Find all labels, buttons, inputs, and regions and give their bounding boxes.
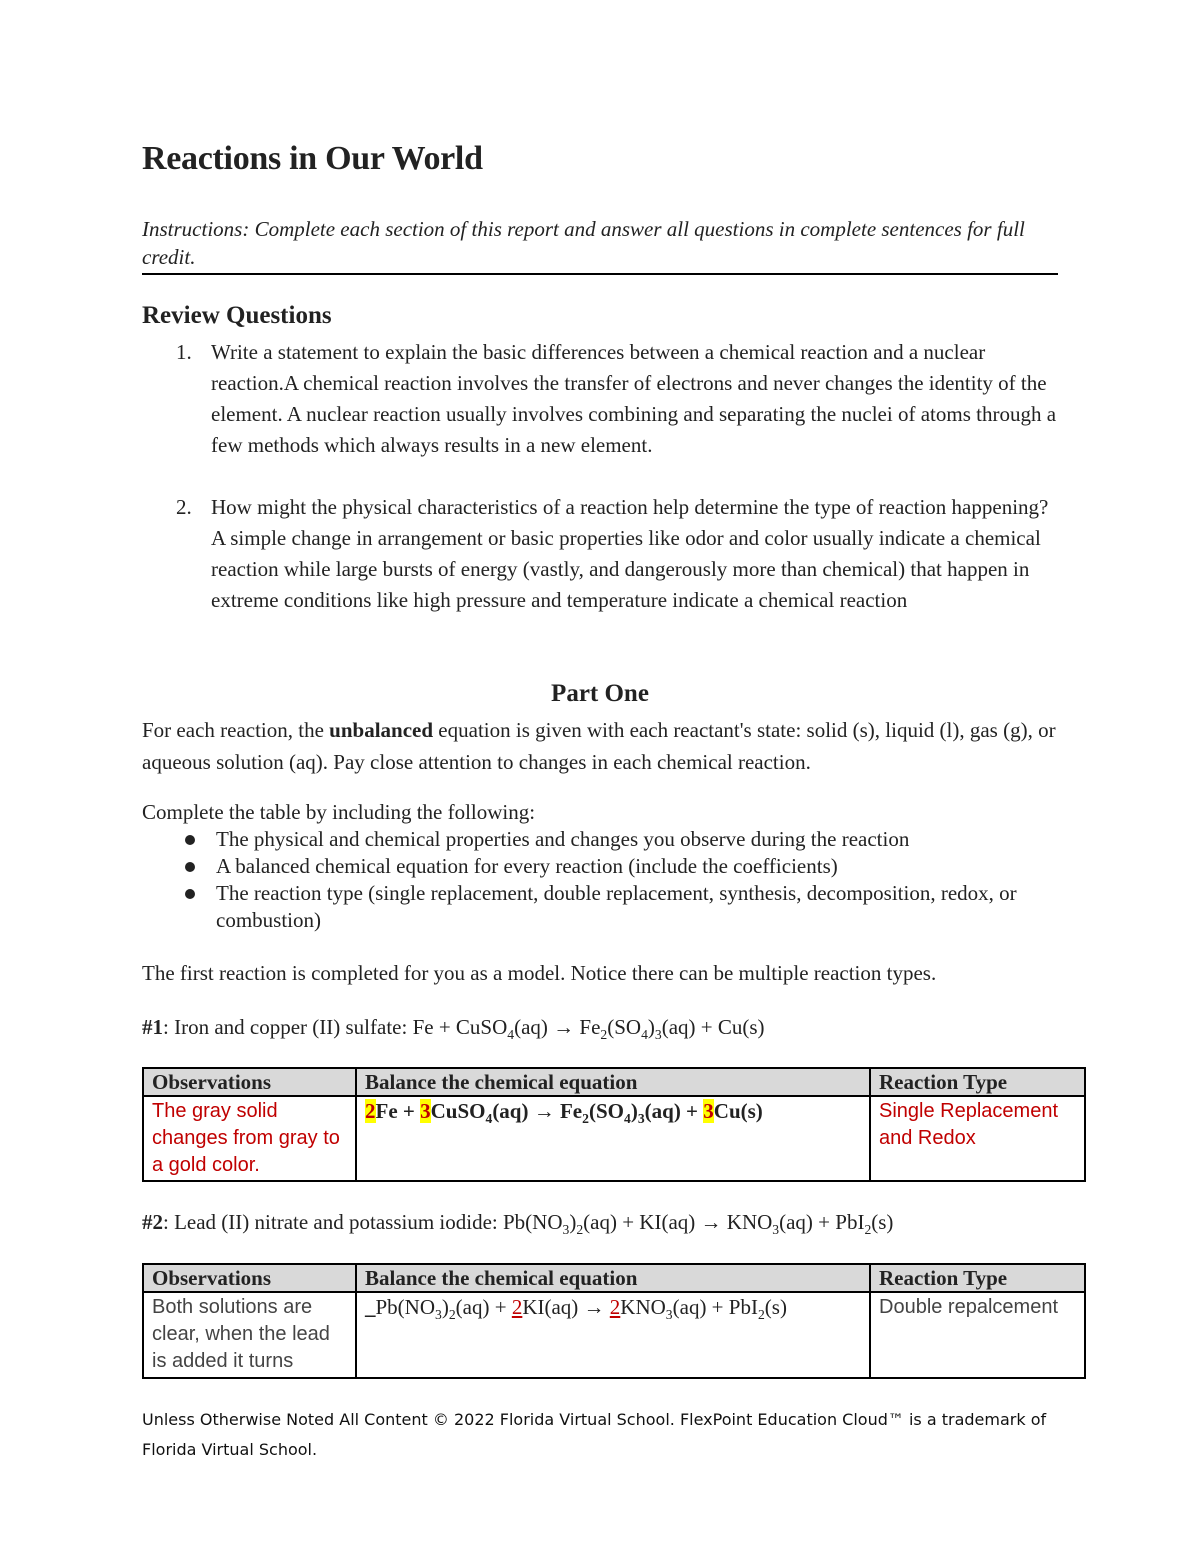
question-text: Write a statement to explain the basic differences between a chemical reaction and a nuclear reaction.A chemical reaction involves the transfer of electrons and never changes the identity of the element. A nuclear reaction usually involves combining and separating the nuclei of atoms through a few methods which always results in a new element. bbox=[211, 340, 1057, 457]
instructions: Instructions: Complete each section of this report and answer all questions in complete sentences for full credit. bbox=[142, 215, 1058, 275]
coefficient: 2 bbox=[609, 1295, 621, 1319]
balance-header: Balance the chemical equation bbox=[356, 1264, 870, 1292]
question-number: 1. bbox=[176, 340, 192, 364]
bullet-list bbox=[142, 826, 1058, 934]
observations-header: Observations bbox=[143, 1264, 356, 1292]
observations-cell[interactable]: Both solutions are clear, when the lead is added it turns bbox=[143, 1292, 356, 1378]
observations-cell[interactable]: The gray solid changes from gray to a gold color. bbox=[143, 1096, 356, 1181]
observations-header: Observations bbox=[143, 1068, 356, 1096]
bullet-item: A balanced chemical equation for every reaction (include the coefficients) bbox=[142, 853, 1058, 880]
bullet-icon bbox=[185, 862, 195, 872]
balanced-equation-cell[interactable]: 2Fe + 3CuSO$_4$(aq) → $Fe_2(SO_4)_3(aq) + 3Cu(s)$ bbox=[356, 1096, 870, 1181]
bullet-icon bbox=[185, 889, 195, 899]
reaction-label: #1 bbox=[142, 1015, 163, 1039]
reaction-type-cell[interactable]: Single Replacement and Redox bbox=[870, 1096, 1085, 1181]
reaction-1-line: #1: Iron and copper (II) sulfate: Fe + CuSO$_4$(aq) → $Fe_2(SO_4)_3(aq) + Cu(s)$ bbox=[142, 1015, 765, 1043]
coefficient: 3 bbox=[420, 1099, 431, 1123]
bullet-item: The reaction type (single replacement, double replacement, synthesis, decomposition, redox, or combustion) bbox=[142, 880, 1058, 934]
part-one-intro: For each reaction, the unbalanced equation is given with each reactant's state: solid (s), liquid (l), gas (g), or aqueous solution (aq). Pay close attention to changes in each chemical reaction. bbox=[142, 718, 1056, 774]
bullet-icon bbox=[185, 835, 195, 845]
reaction-1-table bbox=[142, 1067, 1086, 1182]
unbalanced-emphasis: unbalanced bbox=[329, 718, 434, 742]
reaction-type-header: Reaction Type bbox=[870, 1068, 1085, 1096]
reaction-label: #2 bbox=[142, 1210, 163, 1234]
balanced-equation-cell[interactable]: $\_Pb(NO_3)_2(aq) + 2KI(aq) \to 2KNO_3(aq) + PbI_2(s)$ bbox=[356, 1292, 870, 1378]
reaction-2-table bbox=[142, 1263, 1086, 1379]
reaction-type-header: Reaction Type bbox=[870, 1264, 1085, 1292]
reaction-type-cell[interactable]: Double repalcement bbox=[870, 1292, 1085, 1378]
copyright-footer: Unless Otherwise Noted All Content © 2022 Florida Virtual School. FlexPoint Education Cloud™ is a trademark of Florida Virtual School. bbox=[142, 1410, 1047, 1459]
review-question-list bbox=[142, 337, 1058, 616]
coefficient: 2 bbox=[365, 1099, 376, 1123]
question-text: How might the physical characteristics of a reaction help determine the type of reaction happening? A simple change in arrangement or basic properties like odor and color usually indicate a chemical reaction while large bursts of energy (vastly, and dangerously more than chemical) that happen in extreme conditions like high pressure and temperature indicate a chemical reaction bbox=[211, 495, 1049, 612]
reaction-2-line: #2: Lead (II) nitrate and potassium iodide: $Pb(NO_3)_2(aq) + KI(aq) \to KNO_3(aq) + PbI_2(s)$ bbox=[142, 1210, 894, 1238]
review-question bbox=[142, 337, 1058, 461]
balance-header: Balance the chemical equation bbox=[356, 1068, 870, 1096]
review-heading: Review Questions bbox=[142, 302, 332, 329]
bullet-item: The physical and chemical properties and changes you observe during the reaction bbox=[142, 826, 1058, 853]
coefficient: _ bbox=[365, 1295, 376, 1319]
coefficient: 3 bbox=[703, 1099, 714, 1123]
page-title: Reactions in Our World bbox=[142, 140, 483, 177]
complete-table-intro: Complete the table by including the following: bbox=[142, 800, 536, 824]
part-one-heading: Part One bbox=[551, 680, 649, 707]
model-note: The first reaction is completed for you as a model. Notice there can be multiple reaction types. bbox=[142, 961, 937, 985]
question-number: 2. bbox=[176, 495, 192, 519]
coefficient: 2 bbox=[511, 1295, 523, 1319]
review-question bbox=[142, 492, 1058, 616]
